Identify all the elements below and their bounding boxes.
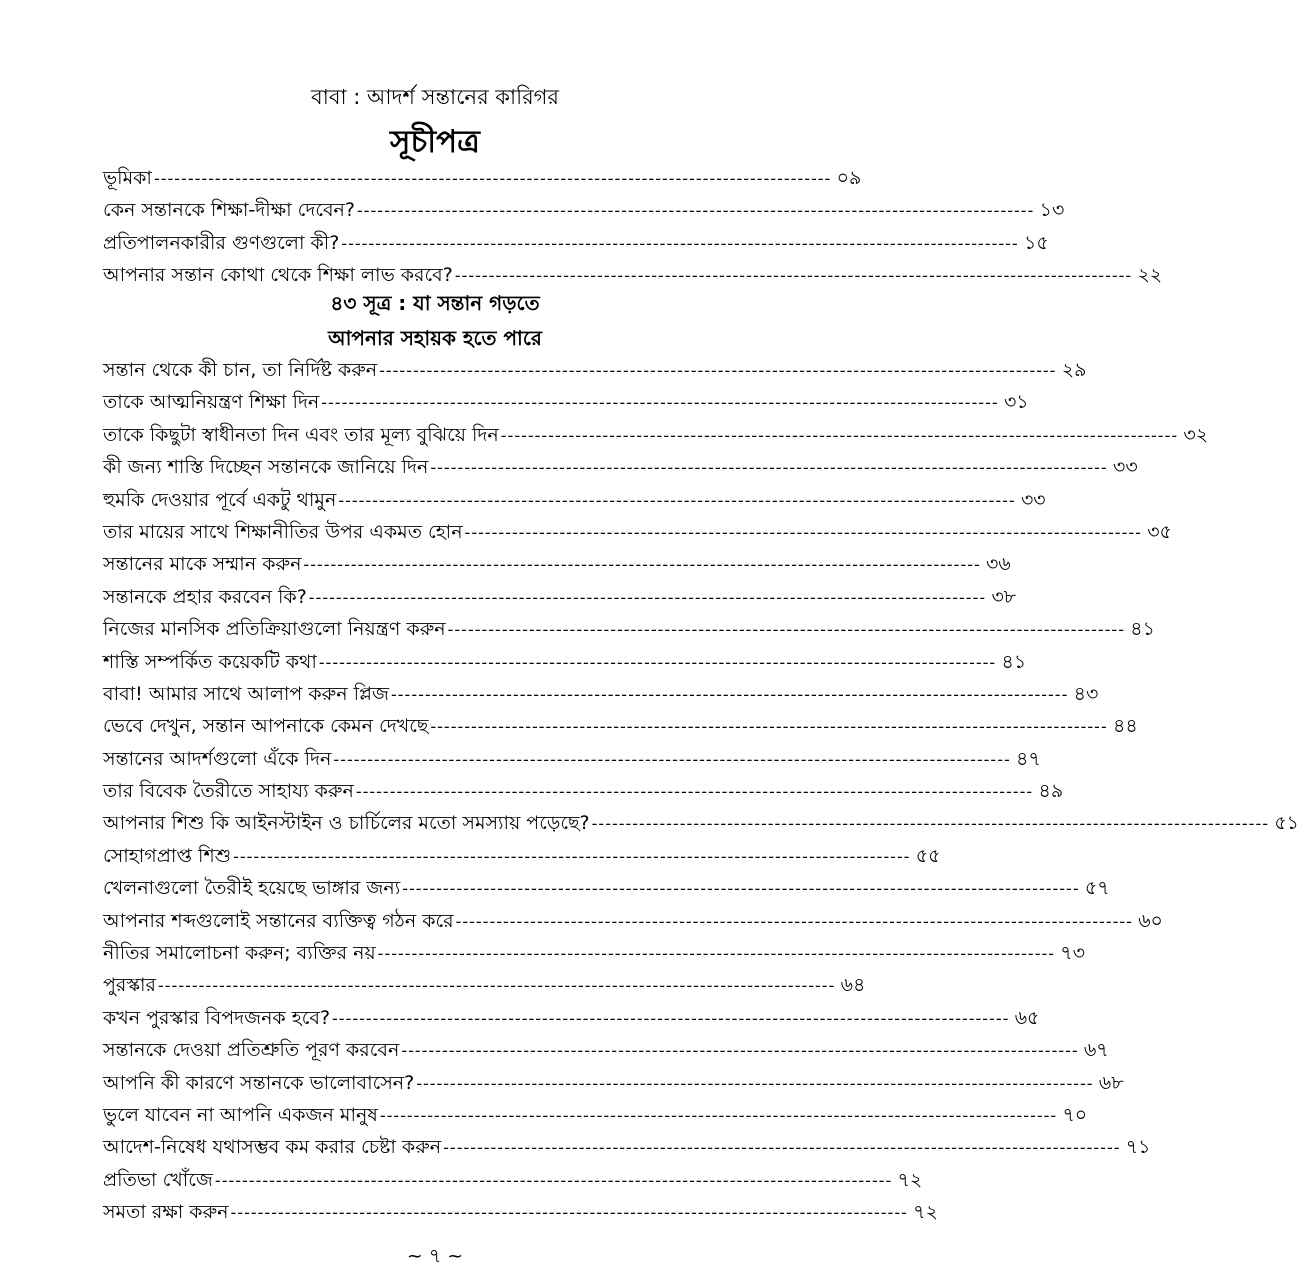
toc-entry-title: তাকে কিছুটা স্বাধীনতা দিন এবং তার মূল্য বুঝিয়ে দিন [103, 423, 499, 446]
toc-entry-title: তাকে আত্মনিয়ন্ত্রণ শিক্ষা দিন [103, 391, 320, 414]
toc-entry-title: আপনার শব্দগুলোই সন্তানের ব্যক্তিত্ব গঠন করে [103, 909, 454, 932]
toc-entry [103, 648, 1027, 680]
toc-entry-title: ভেবে দেখুন, সন্তান আপনাকে কেমন দেখছে [103, 715, 429, 738]
toc-leader-dashes: ---------------------------------------------------------------------------------------------------- [391, 684, 1069, 704]
running-head: বাবা : আদর্শ সন্তানের কারিগর [311, 85, 559, 109]
toc-leader-dashes: ---------------------------------------------------------------------------------------------------- [401, 1041, 1079, 1061]
toc-entry-page-number: ১৫ [1023, 231, 1049, 254]
toc-leader-dashes: ---------------------------------------------------------------------------------------------------- [153, 169, 832, 188]
toc-entry [103, 745, 1041, 777]
toc-entry-title: তার বিবেক তৈরীতে সাহায্য করুন [103, 780, 354, 803]
toc-leader-dashes: ---------------------------------------------------------------------------------------------------- [379, 361, 1057, 380]
toc-entry [103, 1166, 923, 1198]
toc-leader-dashes: ---------------------------------------------------------------------------------------------------- [591, 814, 1269, 834]
toc-entry [103, 1198, 938, 1230]
toc-entry-title: শাস্তি সম্পর্কিত কয়েকটি কথা [103, 650, 317, 673]
toc-entry [103, 712, 1138, 744]
toc-leader-dashes: ---------------------------------------------------------------------------------------------------- [355, 782, 1034, 802]
toc-entry-page-number: ৬০ [1138, 909, 1163, 932]
toc-leader-dashes: ---------------------------------------------------------------------------------------------------- [230, 1203, 908, 1223]
toc-entry-title: সন্তানের আদর্শগুলো এঁকে দিন [103, 747, 332, 770]
toc-entry-page-number: ৪১ [1001, 650, 1027, 673]
toc-entry-title: আপনার শিশু কি আইনস্টাইন ও চার্চিলের মতো সমস্যায় পড়েছে? [103, 812, 590, 835]
toc-entry [103, 615, 1155, 647]
toc-entry [103, 971, 866, 1003]
toc-entry [103, 583, 1017, 615]
toc-entry-title: প্রতিভা খোঁজে [103, 1168, 213, 1191]
toc-entry [103, 356, 1087, 388]
page-title: সূচীপত্র [390, 124, 480, 160]
toc-entry [103, 486, 1046, 518]
toc-entry-title: কখন পুরস্কার বিপদজনক হবে? [103, 1006, 331, 1029]
toc-entry-page-number: ৪১ [1130, 618, 1155, 641]
toc-entry-title: সন্তানকে দেওয়া প্রতিশ্রুতি পূরণ করবেন [103, 1039, 400, 1062]
table-of-contents-part-2 [103, 356, 1299, 1231]
toc-leader-dashes: ---------------------------------------------------------------------------------------------------- [500, 425, 1179, 445]
toc-entry [103, 1101, 1088, 1133]
section-heading-line-1: ৪৩ সূত্র : যা সন্তান গড়তে [330, 291, 540, 315]
toc-entry-page-number: ৩৩ [1112, 456, 1138, 479]
toc-entry [103, 453, 1138, 485]
toc-entry-title: তার মায়ের সাথে শিক্ষানীতির উপর একমত হোন [103, 520, 463, 543]
toc-leader-dashes: ---------------------------------------------------------------------------------------------------- [333, 749, 1011, 769]
toc-leader-dashes: ---------------------------------------------------------------------------------------------------- [416, 1073, 1094, 1093]
toc-entry-page-number: ৬৪ [840, 974, 866, 997]
toc-entry [103, 196, 1065, 228]
toc-leader-dashes: ---------------------------------------------------------------------------------------------------- [379, 1105, 1058, 1125]
toc-entry-page-number: ৬৫ [1014, 1006, 1040, 1029]
toc-leader-dashes: ---------------------------------------------------------------------------------------------------- [447, 620, 1125, 640]
toc-leader-dashes: ---------------------------------------------------------------------------------------------------- [455, 911, 1133, 931]
toc-entry [103, 777, 1064, 809]
toc-entry [103, 939, 1086, 971]
toc-entry-title: সন্তানকে প্রহার করবেন কি? [103, 585, 307, 608]
toc-entry-title: পুরস্কার [103, 974, 156, 997]
toc-leader-dashes: ---------------------------------------------------------------------------------------------------- [464, 522, 1142, 542]
toc-entry-title: সোহাগপ্রাপ্ত শিশু [103, 844, 232, 867]
toc-entry-page-number: ০৯ [836, 167, 862, 189]
toc-entry [103, 680, 1099, 712]
toc-entry-page-number: ২২ [1137, 264, 1163, 287]
toc-leader-dashes: ---------------------------------------------------------------------------------------------------- [443, 1138, 1121, 1158]
toc-entry-page-number: ৭১ [1125, 1136, 1151, 1159]
toc-entry-title: আপনার সন্তান কোথা থেকে শিক্ষা লাভ করবে? [103, 264, 453, 287]
toc-leader-dashes: ---------------------------------------------------------------------------------------------------- [402, 879, 1080, 899]
toc-entry [103, 164, 862, 196]
toc-entry-page-number: ৪৭ [1016, 747, 1041, 770]
toc-entry-title: বাবা! আমার সাথে আলাপ করুন প্লিজ [103, 682, 389, 705]
toc-entry [103, 1036, 1109, 1068]
toc-entry-title: সন্তান থেকে কী চান, তা নির্দিষ্ট করুন [103, 359, 378, 381]
section-heading-line-2: আপনার সহায়ক হতে পারে [328, 326, 542, 350]
toc-entry-page-number: ৫৭ [1084, 877, 1110, 900]
toc-entry [103, 842, 941, 874]
toc-entry-page-number: ৪৩ [1073, 682, 1099, 705]
toc-entry-page-number: ৩৫ [1147, 520, 1172, 543]
toc-entry-page-number: ৬৭ [1083, 1039, 1109, 1062]
toc-entry-title: নীতির সমালোচনা করুন; ব্যক্তির নয় [103, 942, 376, 965]
toc-entry-title: কেন সন্তানকে শিক্ষা-দীক্ষা দেবেন? [103, 199, 355, 222]
toc-entry [103, 1004, 1040, 1036]
toc-leader-dashes: ---------------------------------------------------------------------------------------------------- [332, 1008, 1010, 1028]
toc-leader-dashes: ---------------------------------------------------------------------------------------------------- [430, 717, 1108, 737]
toc-leader-dashes: ---------------------------------------------------------------------------------------------------- [308, 587, 987, 607]
toc-entry-title: কী জন্য শাস্তি দিচ্ছেন সন্তানকে জানিয়ে দিন [103, 456, 429, 479]
toc-entry-page-number: ১৩ [1039, 199, 1065, 222]
toc-leader-dashes: ---------------------------------------------------------------------------------------------------- [233, 846, 911, 866]
toc-leader-dashes: ---------------------------------------------------------------------------------------------------- [430, 458, 1108, 478]
toc-entry [103, 421, 1209, 453]
toc-entry-page-number: ৫৫ [915, 844, 941, 867]
toc-entry [103, 388, 1029, 420]
toc-entry-title: সন্তানের মাকে সম্মান করুন [103, 553, 302, 576]
toc-entry-title: হুমকি দেওয়ার পূর্বে একটু থামুন [103, 488, 337, 511]
toc-entry-page-number: ৬৮ [1098, 1071, 1124, 1094]
toc-entry-page-number: ৭২ [897, 1168, 923, 1191]
toc-entry [103, 1069, 1124, 1101]
toc-entry-page-number: ৪৪ [1113, 715, 1138, 738]
toc-entry-title: নিজের মানসিক প্রতিক্রিয়াগুলো নিয়ন্ত্রণ করুন [103, 618, 446, 641]
toc-entry-title: আপনি কী কারণে সন্তানকে ভালোবাসেন? [103, 1071, 415, 1094]
table-of-contents-part-1 [103, 164, 1163, 294]
toc-entry-page-number: ৭৩ [1060, 942, 1086, 965]
toc-entry-page-number: ৭২ [913, 1201, 938, 1224]
toc-leader-dashes: ---------------------------------------------------------------------------------------------------- [341, 233, 1019, 253]
toc-entry-page-number: ৩৩ [1020, 488, 1046, 511]
toc-entry-page-number: ৪৯ [1038, 780, 1064, 803]
toc-entry-page-number: ৩৮ [991, 585, 1017, 608]
toc-leader-dashes: ---------------------------------------------------------------------------------------------------- [158, 976, 836, 996]
toc-leader-dashes: ---------------------------------------------------------------------------------------------------- [214, 1170, 893, 1190]
toc-leader-dashes: ---------------------------------------------------------------------------------------------------- [338, 490, 1016, 510]
toc-leader-dashes: ---------------------------------------------------------------------------------------------------- [318, 652, 997, 672]
toc-entry-title: আদেশ-নিষেধ যথাসম্ভব কম করার চেষ্টা করুন [103, 1136, 442, 1159]
toc-leader-dashes: ---------------------------------------------------------------------------------------------------- [377, 944, 1056, 964]
toc-entry-title: ভূমিকা [103, 167, 152, 189]
toc-entry [103, 518, 1172, 550]
toc-entry-page-number: ২৯ [1061, 359, 1087, 381]
toc-leader-dashes: ---------------------------------------------------------------------------------------------------- [356, 201, 1035, 221]
toc-entry-title: প্রতিপালনকারীর গুণগুলো কী? [103, 231, 340, 254]
toc-entry [103, 229, 1049, 261]
toc-entry-title: ভুলে যাবেন না আপনি একজন মানুষ [103, 1103, 378, 1126]
toc-leader-dashes: ---------------------------------------------------------------------------------------------------- [321, 393, 999, 413]
toc-entry [103, 907, 1163, 939]
toc-entry-page-number: ৭০ [1062, 1103, 1088, 1126]
toc-entry-title: সমতা রক্ষা করুন [103, 1201, 229, 1224]
toc-entry-page-number: ৩৬ [986, 553, 1011, 576]
toc-leader-dashes: ---------------------------------------------------------------------------------------------------- [303, 555, 981, 575]
toc-entry [103, 1133, 1151, 1165]
toc-entry-title: খেলনাগুলো তৈরীই হয়েছে ভাঙ্গার জন্য [103, 877, 401, 900]
toc-entry [103, 809, 1299, 841]
toc-leader-dashes: ---------------------------------------------------------------------------------------------------- [454, 266, 1133, 286]
toc-entry-page-number: ৩১ [1003, 391, 1029, 414]
toc-entry-page-number: ৩২ [1183, 423, 1209, 446]
toc-entry-page-number: ৫১ [1274, 812, 1299, 835]
toc-entry [103, 874, 1110, 906]
page-number: ~ ৭ ~ [406, 1245, 464, 1267]
toc-entry [103, 550, 1011, 582]
